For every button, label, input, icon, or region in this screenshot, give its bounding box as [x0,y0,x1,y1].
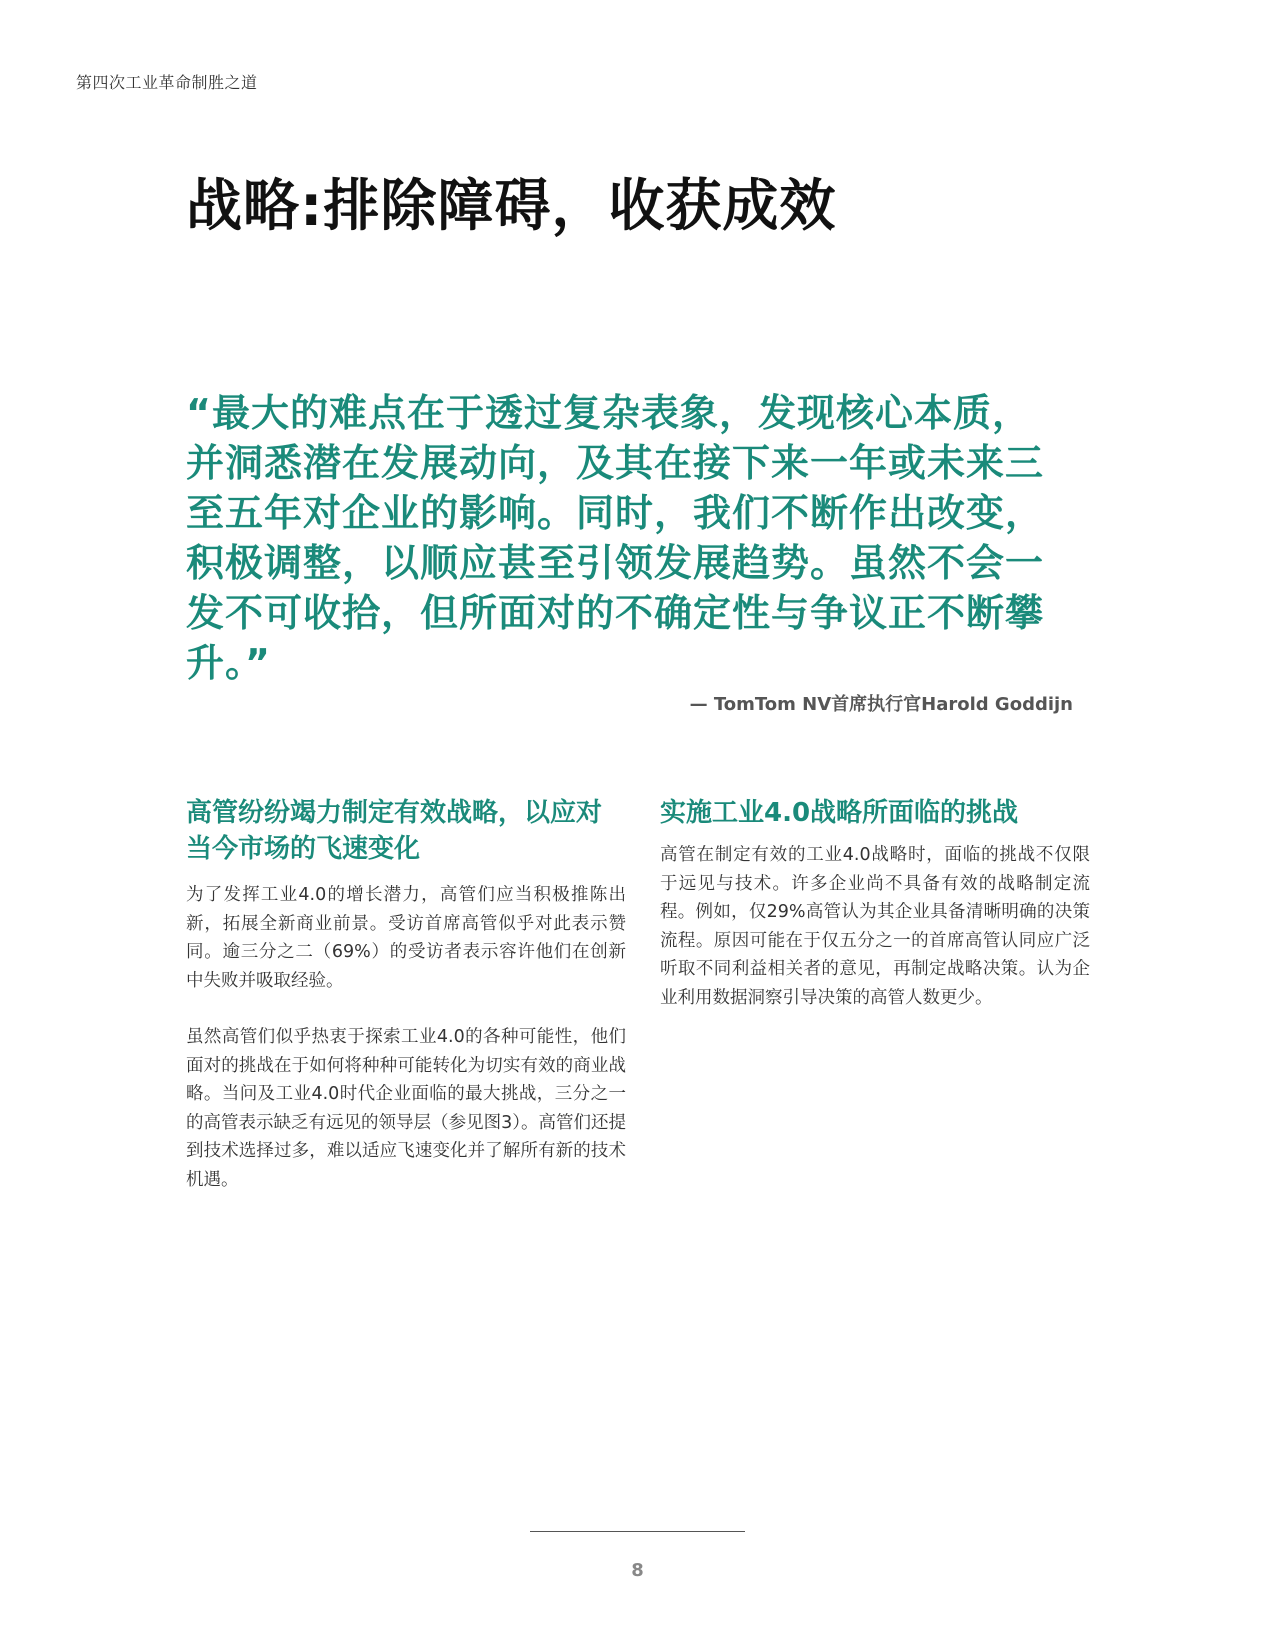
quote-attribution: — TomTom NV首席执行官Harold Goddijn [689,694,1073,715]
right-paragraph-1: 高管在制定有效的工业4.0战略时，面临的挑战不仅限于远见与技术。许多企业尚不具备有效的战略制定流程。例如，仅29%高管认为其企业具备清晰明确的决策流程。原因可能在于仅五分之一的首席高管认同应广泛听取不同利益相关者的意见，再制定战略决策。认为企业利用数据洞察引导决策的高管人数更少。 [660,845,1090,1008]
pull-quote: “最大的难点在于透过复杂表象，发现核心本质，并洞悉潜在发展动向，及其在接下来一年或未来三至五年对企业的影响。同时，我们不断作出改变，积极调整，以顺应甚至引领发展趋势。虽然不会一发不可收拾，但所面对的不确定性与争议正不断攀升。” [186,391,1045,685]
footer-divider [530,1531,745,1532]
left-paragraph-2: 虽然高管们似乎热衷于探索工业4.0的各种可能性，他们面对的挑战在于如何将种种可能转化为切实有效的商业战略。当问及工业4.0时代企业面临的最大挑战，三分之一的高管表示缺乏有远见的领导层（参见图3）。高管们还提到技术选择过多，难以适应飞速变化并了解所有新的技术机遇。 [186,1027,626,1190]
left-section-heading: 高管纷纷竭力制定有效战略，以应对当今市场的飞速变化 [186,798,603,864]
page-title: 战略:排除障碍，收获成效 [186,174,837,239]
page-number: 8 [631,1560,644,1581]
left-paragraph-1: 为了发挥工业4.0的增长潜力，高管们应当积极推陈出新，拓展全新商业前景。受访首席高管似乎对此表示赞同。逾三分之二（69%）的受访者表示容许他们在创新中失败并吸取经验。 [186,885,626,991]
left-column [186,795,626,1194]
right-column [660,795,1090,1012]
right-section-heading: 实施工业4.0战略所面临的挑战 [660,798,1019,828]
running-header: 第四次工业革命制胜之道 [76,73,258,92]
